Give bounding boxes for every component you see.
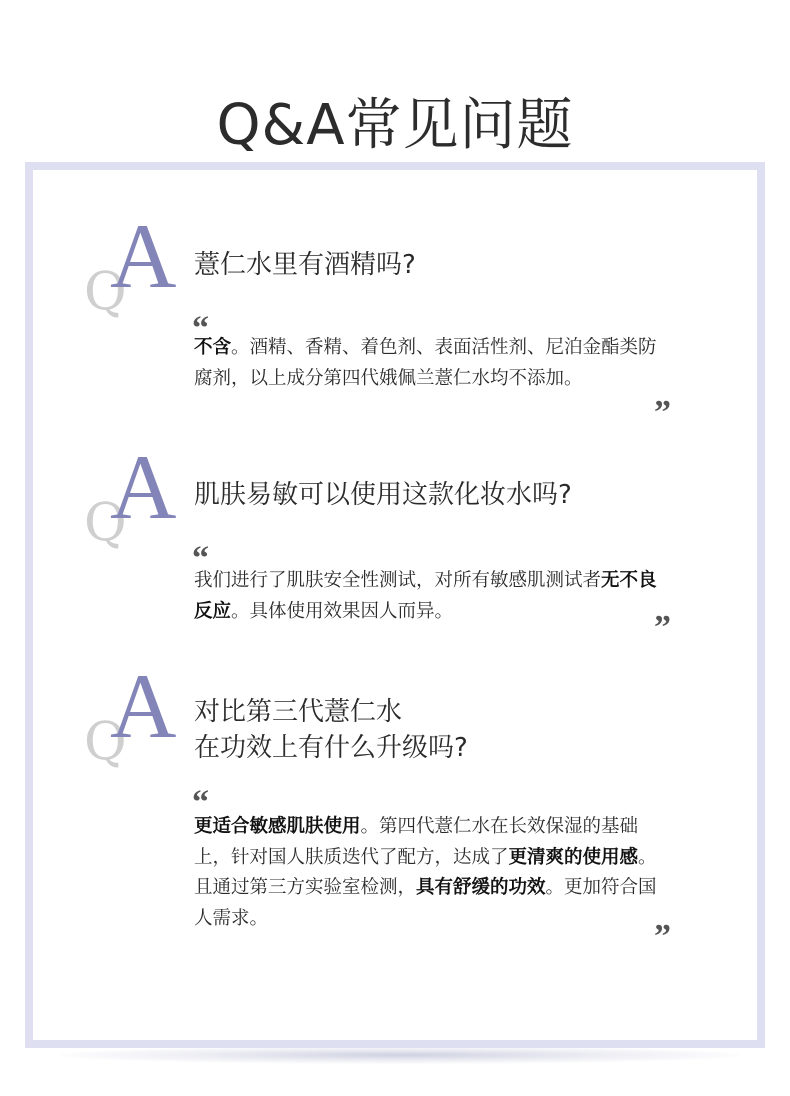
qa-mark-3: [84, 655, 194, 780]
answer-highlight: 更适合敏感肌肤使用: [194, 816, 361, 837]
qa-mark-1: [84, 205, 194, 330]
a-letter: A: [110, 655, 177, 757]
answer-text: 。第四代薏仁水在长效保湿的基础上，针对国人肤质迭代了配方，达成了: [194, 816, 639, 868]
answer-text: 。酒精、香精、着色剂、表面活性剂、尼泊金酯类防腐剂，以上成分第四代娥佩兰薏仁水均不添加。: [194, 337, 657, 389]
question-2: 肌肤易敏可以使用这款化妆水吗?: [194, 480, 572, 510]
q-letter: Q: [84, 493, 127, 553]
close-quote-3: ”: [654, 918, 668, 955]
question-3-line-1: 对比第三代薏仁水: [194, 697, 403, 727]
open-quote-1: “: [192, 310, 206, 347]
question-1: 薏仁水里有酒精吗?: [194, 250, 416, 280]
q-letter: Q: [84, 712, 127, 772]
answer-text: 。且通过第三方实验室检测，: [194, 846, 657, 898]
card-shadow: [60, 1046, 740, 1064]
q-letter: Q: [84, 262, 127, 322]
open-quote-2: “: [192, 540, 206, 577]
open-quote-3: “: [192, 784, 206, 821]
close-quote-2: ”: [654, 609, 668, 646]
answer-highlight: 更清爽的使用感: [508, 846, 639, 868]
answer-highlight: 无不良反应: [194, 570, 657, 622]
answer-text: 我们进行了肌肤安全性测试，对所有敏感肌测试者: [194, 570, 602, 591]
answer-highlight: 不含: [194, 337, 232, 358]
answer-2: [194, 566, 664, 627]
answer-1: [194, 333, 664, 394]
answer-3: [194, 812, 664, 934]
question-3-line-2: 在功效上有什么升级吗?: [194, 733, 468, 763]
qa-mark-2: [84, 436, 194, 561]
a-letter: A: [110, 436, 177, 538]
close-quote-1: ”: [654, 394, 668, 431]
a-letter: A: [110, 205, 177, 307]
answer-text: 。更加符合国人需求。: [194, 877, 657, 929]
page-title: Q&A常见问题: [216, 92, 574, 158]
answer-highlight: 具有舒缓的功效: [416, 877, 546, 898]
answer-text: 。具体使用效果因人而异。: [231, 600, 454, 622]
